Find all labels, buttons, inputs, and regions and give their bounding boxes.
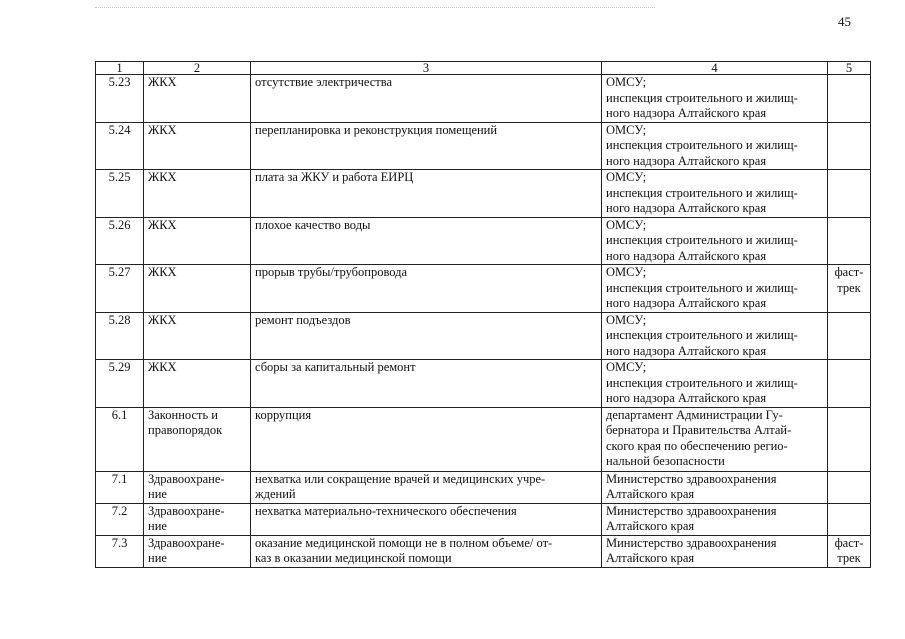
authority-cell: ОМСУ; инспекция строительного и жилищ- ного надзора Алтайского края: [602, 265, 828, 313]
issue-cell: коррупция: [251, 407, 602, 471]
category-cell: Законность и правопорядок: [144, 407, 251, 471]
note-cell: [828, 122, 871, 170]
row-number-cell: 7.2: [96, 503, 144, 535]
table-row: [96, 503, 871, 535]
table-body: [96, 62, 871, 568]
issue-cell: перепланировка и реконструкция помещений: [251, 122, 602, 170]
table-row: [96, 360, 871, 408]
issue-cell: нехватка материально-технического обеспечения: [251, 503, 602, 535]
issue-cell: оказание медицинской помощи не в полном объеме/ от- каз в оказании медицинской помощи: [251, 535, 602, 567]
header-cell: 5: [828, 62, 871, 75]
page-number: 45: [838, 14, 851, 29]
authority-cell: Министерство здравоохранения Алтайского края: [602, 503, 828, 535]
note-cell: [828, 471, 871, 503]
note-cell: [828, 360, 871, 408]
table-row: [96, 471, 871, 503]
issue-cell: ремонт подъездов: [251, 312, 602, 360]
row-number-cell: 7.1: [96, 471, 144, 503]
authority-cell: ОМСУ; инспекция строительного и жилищ- ного надзора Алтайского края: [602, 217, 828, 265]
issue-cell: нехватка или сокращение врачей и медицинских учре- ждений: [251, 471, 602, 503]
authority-cell: Министерство здравоохранения Алтайского края: [602, 535, 828, 567]
row-number-cell: 6.1: [96, 407, 144, 471]
category-cell: ЖКХ: [144, 122, 251, 170]
table-row: [96, 217, 871, 265]
table-row: [96, 535, 871, 567]
table-header-row: [96, 62, 871, 75]
note-cell: [828, 312, 871, 360]
header-cell: 1: [96, 62, 144, 75]
category-cell: ЖКХ: [144, 265, 251, 313]
category-cell: ЖКХ: [144, 170, 251, 218]
row-number-cell: 5.26: [96, 217, 144, 265]
authority-cell: ОМСУ; инспекция строительного и жилищ- ного надзора Алтайского края: [602, 360, 828, 408]
table-row: [96, 170, 871, 218]
authority-cell: департамент Администрации Гу- бернатора и Правительства Алтай- ского края по обеспечению регио- нальной безопасности: [602, 407, 828, 471]
issue-cell: сборы за капитальный ремонт: [251, 360, 602, 408]
row-number-cell: 5.23: [96, 75, 144, 123]
table-row: [96, 265, 871, 313]
row-number-cell: 5.29: [96, 360, 144, 408]
category-cell: Здравоохране- ние: [144, 503, 251, 535]
header-cell: 4: [602, 62, 828, 75]
category-cell: ЖКХ: [144, 312, 251, 360]
header-cell: 3: [251, 62, 602, 75]
category-cell: ЖКХ: [144, 217, 251, 265]
note-cell: [828, 75, 871, 123]
authority-cell: ОМСУ; инспекция строительного и жилищ- ного надзора Алтайского края: [602, 75, 828, 123]
issue-cell: отсутствие электричества: [251, 75, 602, 123]
issue-cell: плохое качество воды: [251, 217, 602, 265]
row-number-cell: 5.25: [96, 170, 144, 218]
category-cell: Здравоохране- ние: [144, 535, 251, 567]
category-cell: Здравоохране- ние: [144, 471, 251, 503]
category-cell: ЖКХ: [144, 75, 251, 123]
note-cell: фаст- трек: [828, 535, 871, 567]
table-row: [96, 75, 871, 123]
row-number-cell: 5.28: [96, 312, 144, 360]
issue-cell: прорыв трубы/трубопровода: [251, 265, 602, 313]
authority-cell: ОМСУ; инспекция строительного и жилищ- ного надзора Алтайского края: [602, 122, 828, 170]
note-cell: [828, 170, 871, 218]
document-table: [95, 61, 871, 568]
row-number-cell: 5.24: [96, 122, 144, 170]
table-row: [96, 122, 871, 170]
table-row: [96, 312, 871, 360]
header-cell: 2: [144, 62, 251, 75]
table-row: [96, 407, 871, 471]
note-cell: [828, 503, 871, 535]
note-cell: фаст- трек: [828, 265, 871, 313]
authority-cell: Министерство здравоохранения Алтайского края: [602, 471, 828, 503]
row-number-cell: 5.27: [96, 265, 144, 313]
authority-cell: ОМСУ; инспекция строительного и жилищ- ного надзора Алтайского края: [602, 170, 828, 218]
scan-edge-artifact: [95, 7, 655, 8]
authority-cell: ОМСУ; инспекция строительного и жилищ- ного надзора Алтайского края: [602, 312, 828, 360]
note-cell: [828, 217, 871, 265]
row-number-cell: 7.3: [96, 535, 144, 567]
issue-cell: плата за ЖКУ и работа ЕИРЦ: [251, 170, 602, 218]
note-cell: [828, 407, 871, 471]
category-cell: ЖКХ: [144, 360, 251, 408]
